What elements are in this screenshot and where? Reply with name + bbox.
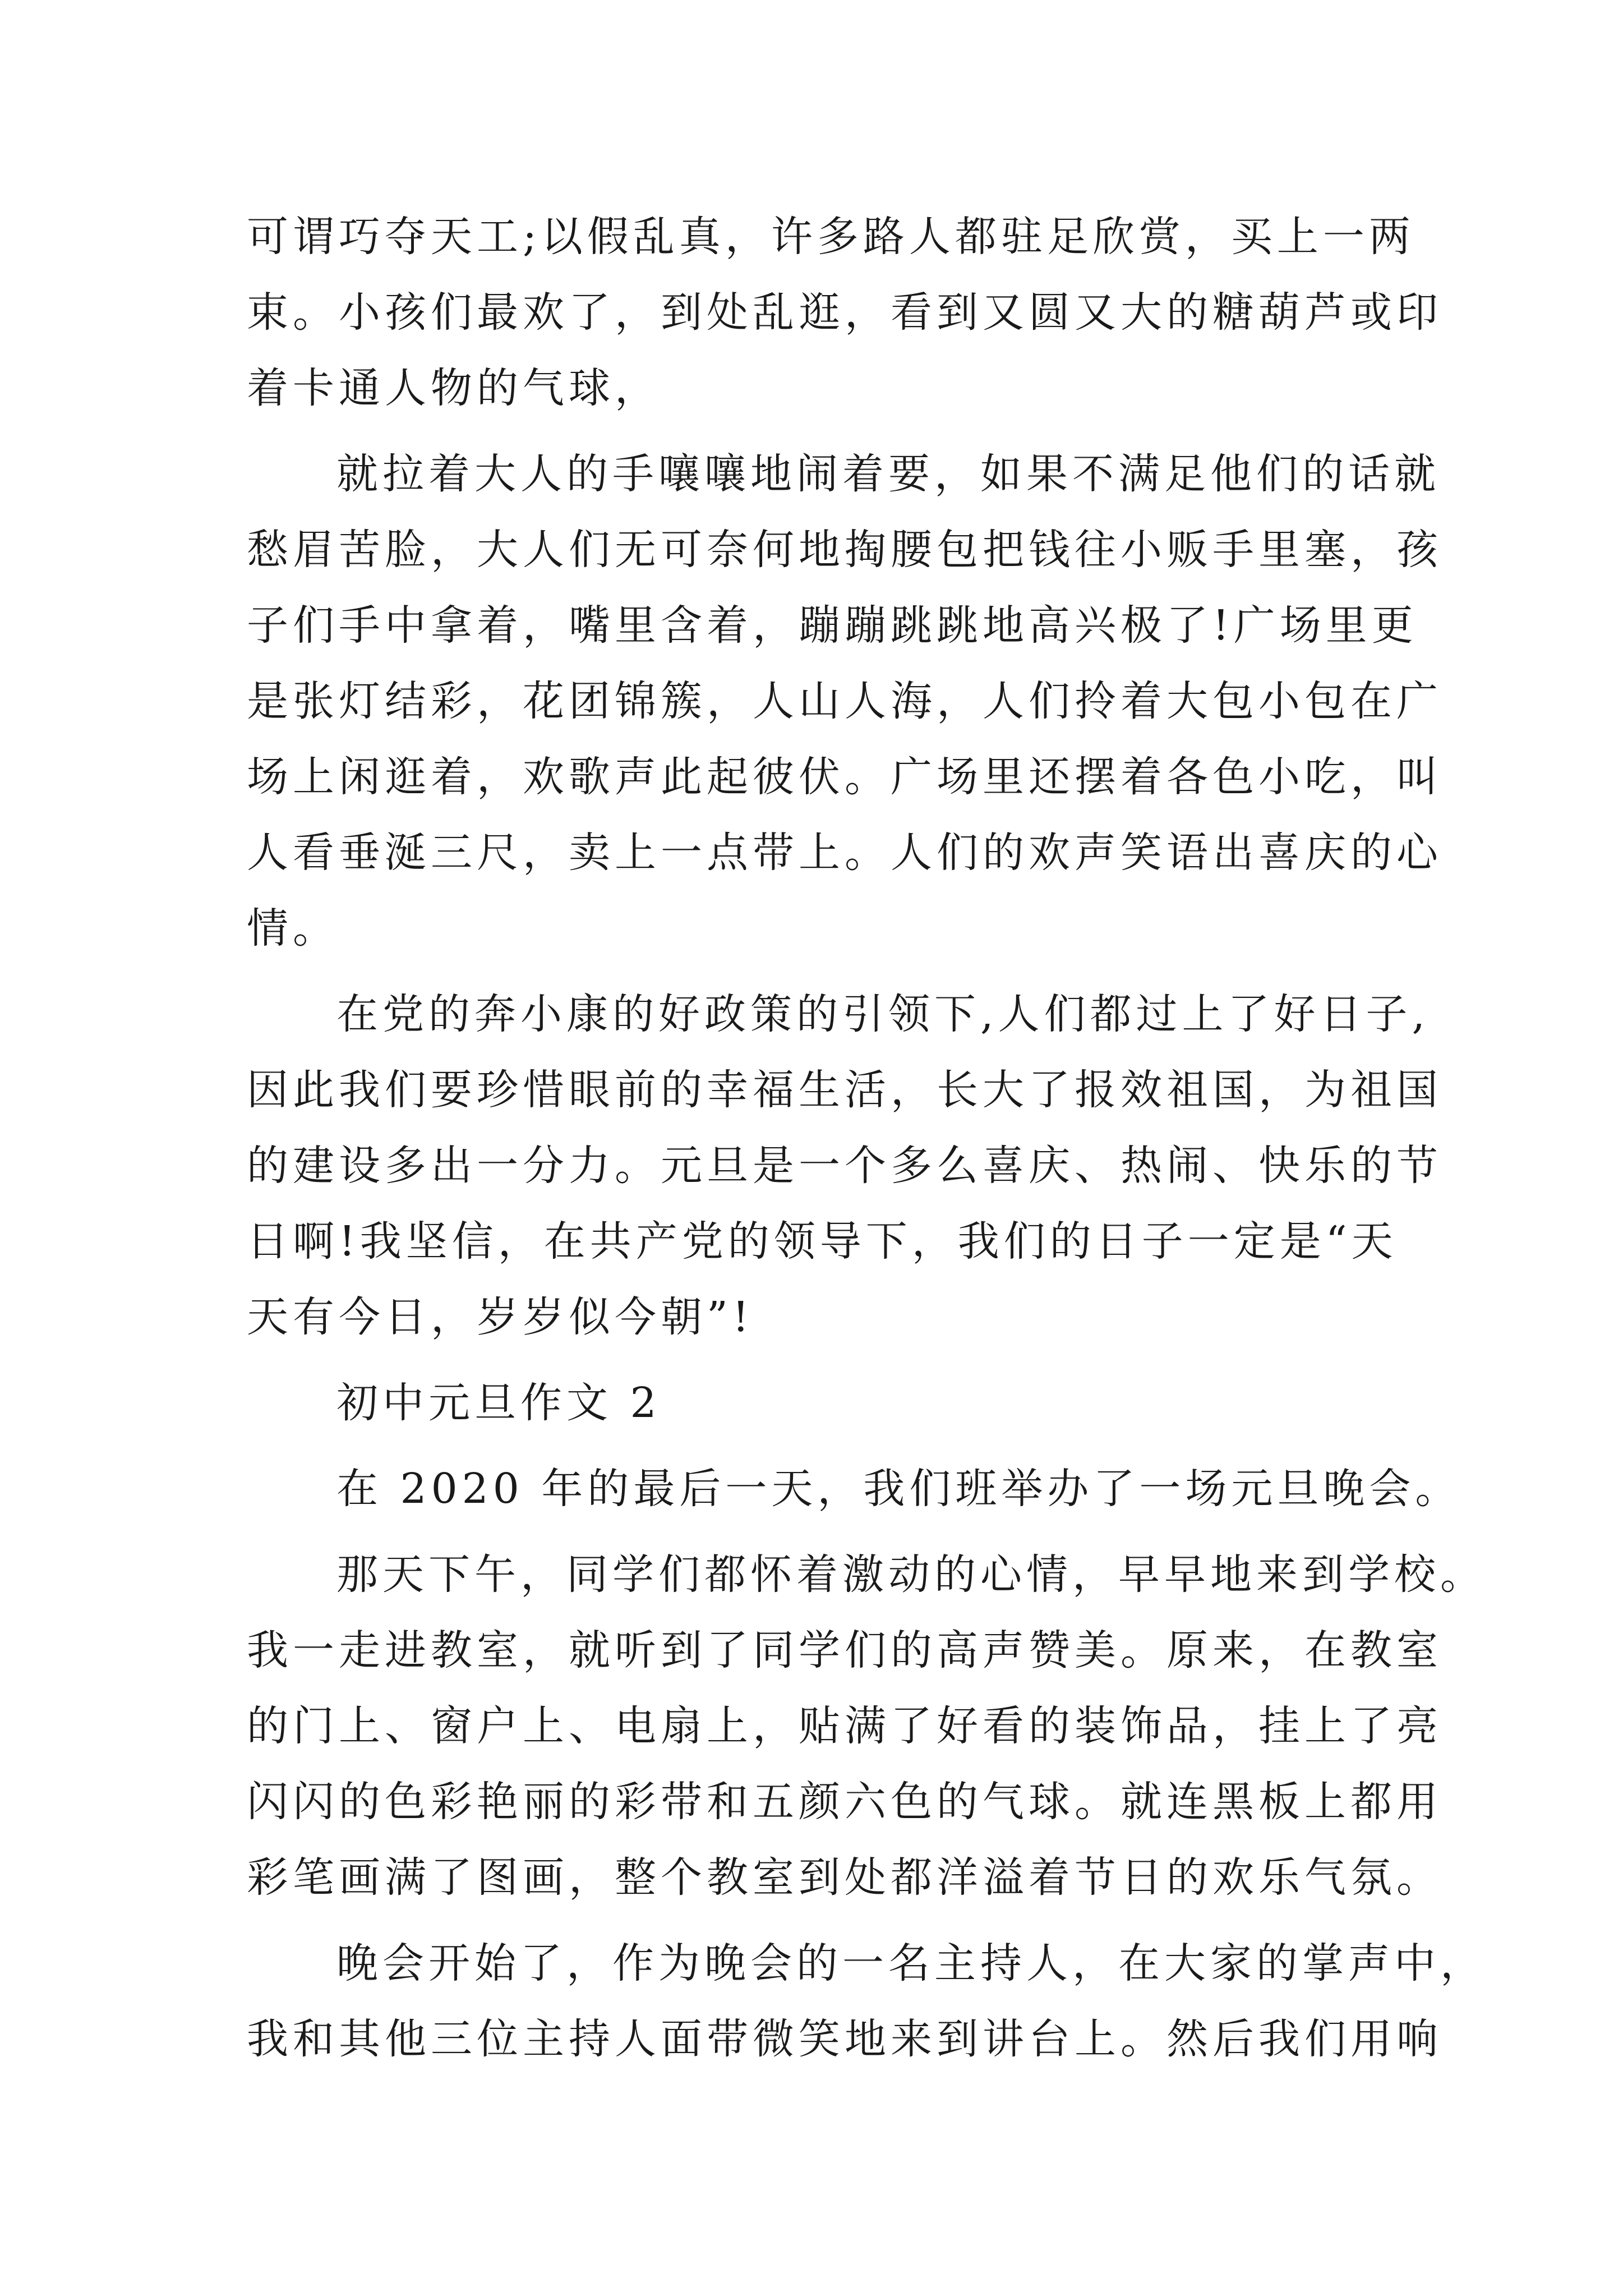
text-line: 因此我们要珍惜眼前的幸福生活，长大了报效祖国，为祖国 xyxy=(247,1066,1442,1114)
paragraph-start-line: 在 2020 年的最后一天，我们班举办了一场元旦晚会。 xyxy=(336,1465,1461,1513)
text-line: 束。小孩们最欢了，到处乱逛，看到又圆又大的糖葫芦或印 xyxy=(247,288,1442,337)
text-line: 场上闲逛着，欢歌声此起彼伏。广场里还摆着各色小吃，叫 xyxy=(247,753,1442,801)
section-heading: 初中元旦作文 2 xyxy=(336,1379,661,1427)
text-line: 天有今日，岁岁似今朝”! xyxy=(247,1293,754,1341)
text-line: 我一走进教室，就听到了同学们的高声赞美。原来，在教室 xyxy=(247,1626,1442,1674)
paragraph-start-line: 就拉着大人的手嚷嚷地闹着要，如果不满足他们的话就 xyxy=(336,450,1440,498)
text-line: 日啊!我坚信，在共产党的领导下，我们的日子一定是“天 xyxy=(247,1217,1398,1266)
text-line: 的门上、窗户上、电扇上，贴满了好看的装饰品，挂上了亮 xyxy=(247,1702,1442,1750)
text-line: 着卡通人物的气球， xyxy=(247,364,661,412)
text-line: 的建设多出一分力。元旦是一个多么喜庆、热闹、快乐的节 xyxy=(247,1142,1442,1190)
text-line: 彩笔画满了图画，整个教室到处都洋溢着节日的欢乐气氛。 xyxy=(247,1853,1442,1902)
text-line: 愁眉苦脸，大人们无可奈何地掏腰包把钱往小贩手里塞，孩 xyxy=(247,526,1442,574)
paragraph-start-line: 在党的奔小康的好政策的引领下,人们都过上了好日子, xyxy=(336,990,1430,1038)
text-line: 是张灯结彩，花团锦簇，人山人海，人们拎着大包小包在广 xyxy=(247,677,1442,725)
paragraph-start-line: 晚会开始了，作为晚会的一名主持人，在大家的掌声中， xyxy=(336,1939,1486,1987)
text-line: 可谓巧夺天工;以假乱真，许多路人都驻足欣赏，买上一两 xyxy=(247,213,1415,261)
paragraph-start-line: 那天下午，同学们都怀着激动的心情，早早地来到学校。 xyxy=(336,1550,1486,1599)
text-line: 我和其他三位主持人面带微笑地来到讲台上。然后我们用响 xyxy=(247,2015,1442,2063)
text-line: 情。 xyxy=(247,904,339,953)
text-line: 人看垂涎三尺，卖上一点带上。人们的欢声笑语出喜庆的心 xyxy=(247,829,1442,877)
text-line: 子们手中拿着，嘴里含着，蹦蹦跳跳地高兴极了!广场里更 xyxy=(247,601,1418,650)
text-line: 闪闪的色彩艳丽的彩带和五颜六色的气球。就连黑板上都用 xyxy=(247,1778,1442,1826)
